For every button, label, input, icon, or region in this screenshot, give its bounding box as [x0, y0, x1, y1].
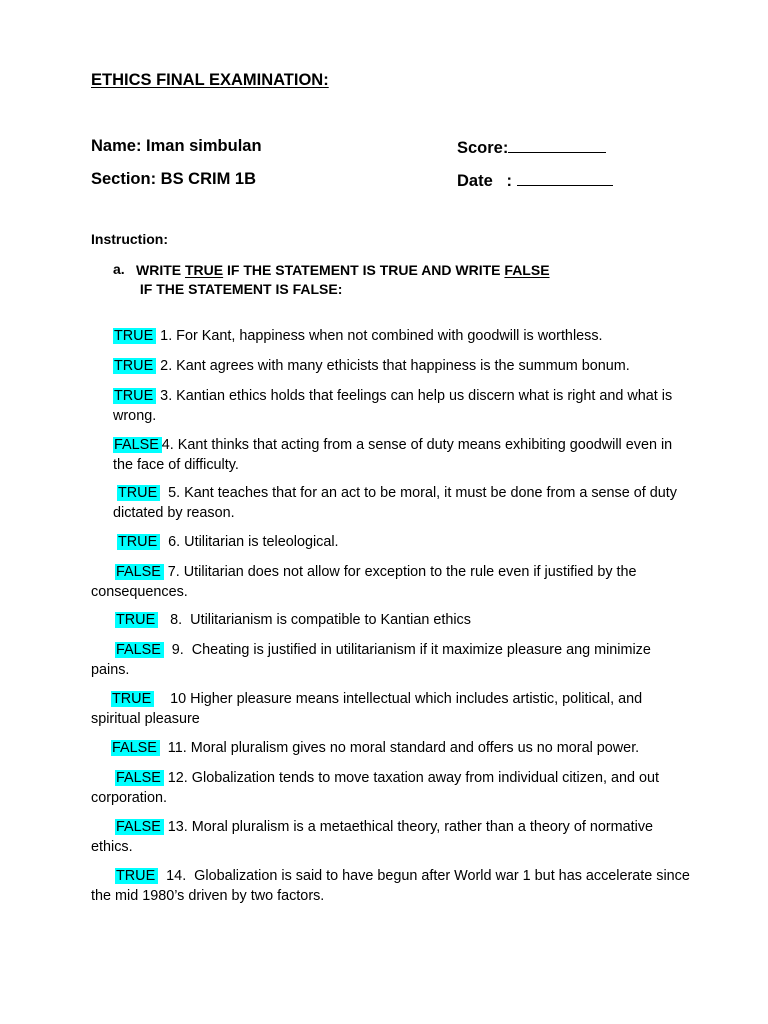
question-text: 4. Kant thinks that acting from a sense of duty means exhibiting goodwill even in the face of difficulty.	[113, 437, 673, 473]
question-item	[91, 738, 691, 758]
instruction-marker: a.	[113, 261, 125, 277]
question-text: 2. Kant agrees with many ethicists that happiness is the summum bonum.	[156, 358, 630, 374]
question-text: 7. Utilitarian does not allow for exception to the rule even if justified by the consequences.	[91, 564, 637, 600]
answer-highlight: TRUE	[113, 388, 156, 404]
question-item	[91, 326, 691, 346]
question-text: 14. Globalization is said to have begun after World war 1 but has accelerate since the mid 1980’s driven by two factors.	[91, 868, 694, 904]
question-text: 12. Globalization tends to move taxation away from individual citizen, and out corporation.	[91, 770, 659, 806]
answer-highlight: TRUE	[115, 868, 158, 884]
true-keyword: TRUE	[185, 262, 224, 278]
answer-highlight: FALSE	[115, 819, 164, 835]
question-item	[113, 483, 681, 523]
score-label: Score:	[457, 139, 509, 157]
question-text: 5. Kant teaches that for an act to be moral, it must be done from a sense of duty dictated by reason.	[113, 485, 681, 521]
question-text: 9. Cheating is justified in utilitarianism if it maximize pleasure ang minimize pains.	[91, 642, 655, 678]
answer-highlight: TRUE	[115, 612, 158, 628]
question-item	[91, 356, 691, 376]
date-blank	[517, 170, 613, 186]
question-item	[91, 866, 694, 906]
page-title: ETHICS FINAL EXAMINATION:	[91, 71, 329, 89]
answer-highlight: TRUE	[117, 534, 160, 550]
answer-highlight: TRUE	[113, 358, 156, 374]
question-text: 10 Higher pleasure means intellectual which includes artistic, political, and spiritual pleasure	[91, 691, 647, 727]
answer-highlight: FALSE	[115, 642, 164, 658]
date-label: Date :	[457, 172, 517, 190]
answer-highlight: TRUE	[111, 691, 154, 707]
name-field: Name: Iman simbulan	[91, 137, 262, 155]
date-field	[457, 170, 613, 191]
question-item	[91, 532, 691, 552]
instruction-label: Instruction:	[91, 231, 168, 247]
answer-highlight: TRUE	[113, 328, 156, 344]
false-keyword: FALSE	[504, 262, 550, 278]
answer-highlight: FALSE	[113, 437, 162, 453]
question-item	[91, 610, 691, 630]
answer-highlight: FALSE	[111, 740, 160, 756]
question-item	[91, 562, 691, 602]
score-blank	[508, 137, 606, 153]
question-item	[113, 435, 673, 475]
question-text: 1. For Kant, happiness when not combined with goodwill is worthless.	[156, 328, 603, 344]
question-text: 6. Utilitarian is teleological.	[160, 534, 339, 550]
answer-highlight: FALSE	[115, 770, 164, 786]
answer-highlight: TRUE	[117, 485, 160, 501]
question-item	[91, 689, 691, 729]
score-field	[457, 137, 606, 158]
question-text: 13. Moral pluralism is a metaethical theory, rather than a theory of normative ethics.	[91, 819, 654, 855]
answer-highlight: FALSE	[115, 564, 164, 580]
question-text: 11. Moral pluralism gives no moral standard and offers us no moral power.	[159, 740, 640, 756]
question-item	[91, 640, 691, 680]
question-item	[91, 768, 681, 808]
question-text: 8. Utilitarianism is compatible to Kantian ethics	[158, 612, 471, 628]
instruction-text: WRITE TRUE IF THE STATEMENT IS TRUE AND WRITE FALSE IF THE STATEMENT IS FALSE:	[136, 262, 550, 297]
question-text: 3. Kantian ethics holds that feelings can help us discern what is right and what is wrong.	[113, 388, 673, 424]
question-item	[113, 386, 673, 426]
question-item	[91, 817, 691, 857]
section-field: Section: BS CRIM 1B	[91, 170, 257, 188]
